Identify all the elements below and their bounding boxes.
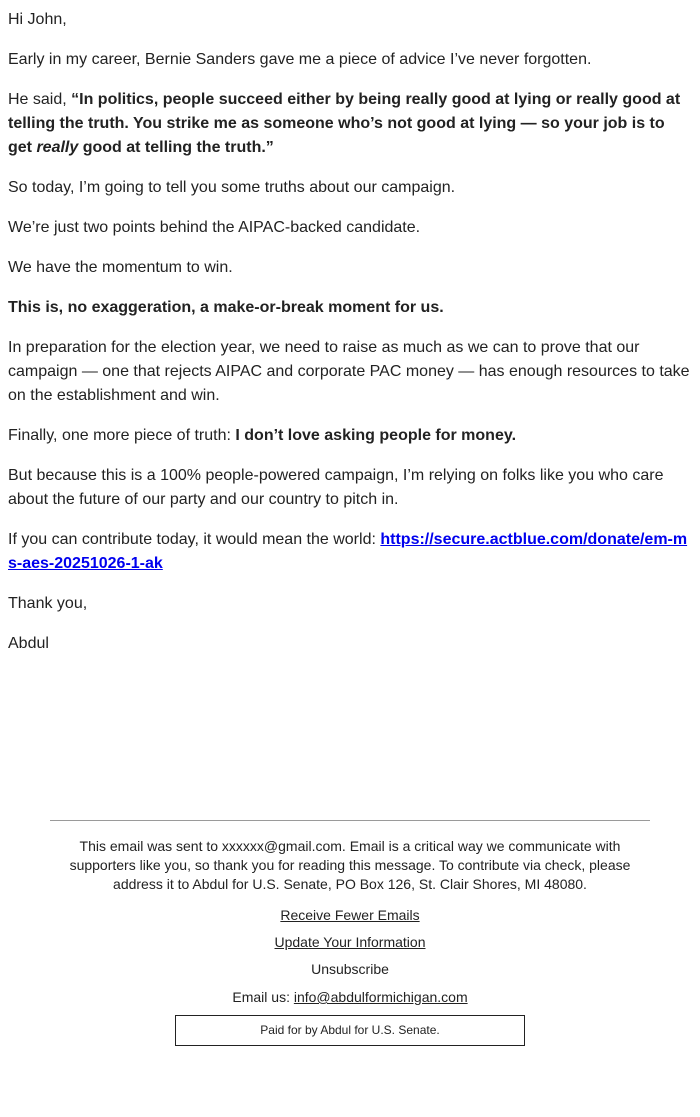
signoff: Thank you, xyxy=(8,595,88,612)
quote-part-a: “In politics, people succeed either by being really good at lying or really good at telling the truth. You strike me as someone who’s not good at lying — so your job is to get xyxy=(8,91,681,156)
spacer xyxy=(0,656,700,820)
greeting: Hi John, xyxy=(8,11,67,28)
signature: Abdul xyxy=(8,635,49,652)
paragraph-poll: We’re just two points behind the AIPAC-backed candidate. xyxy=(8,219,421,236)
email-us-label: Email us: xyxy=(232,989,294,1005)
paragraph-moment xyxy=(8,296,692,320)
quote-part-b: good at telling the truth.” xyxy=(78,139,274,156)
quote-text xyxy=(8,91,680,156)
moment-bold: This is, no exaggeration, a make-or-break moment for us. xyxy=(8,299,444,316)
quote-lead: He said, xyxy=(8,91,72,108)
contribute-lead: If you can contribute today, it would mean the world: xyxy=(8,531,381,548)
paragraph-people-powered: But because this is a 100% people-powered campaign, I’m relying on folks like you who care about the future of our party and our country to pitch in. xyxy=(8,467,664,508)
paragraph-advice: Early in my career, Bernie Sanders gave me a piece of advice I’ve never forgotten. xyxy=(8,51,592,68)
money-bold: I don’t love asking people for money. xyxy=(235,427,517,444)
paragraph-preparation: In preparation for the election year, we need to raise as much as we can to prove that our campaign — one that rejects AIPAC and corporate PAC money — has enough resources to take on the establishment and win. xyxy=(8,339,690,404)
receive-fewer-emails-link[interactable]: Receive Fewer Emails xyxy=(280,907,420,923)
paragraph-truths: So today, I’m going to tell you some truths about our campaign. xyxy=(8,179,456,196)
paid-for-disclaimer: Paid for by Abdul for U.S. Senate. xyxy=(175,1015,525,1046)
contact-email-link[interactable]: info@abdulformichigan.com xyxy=(293,989,468,1005)
paragraph-contribute xyxy=(8,528,692,576)
paragraph-momentum: We have the momentum to win. xyxy=(8,259,233,276)
unsubscribe-text[interactable]: Unsubscribe xyxy=(311,961,389,977)
paragraph-quote xyxy=(8,88,692,160)
donate-link[interactable]: https://secure.actblue.com/donate/em-ms-aes-20251026-1-ak xyxy=(8,531,688,572)
update-information-link[interactable]: Update Your Information xyxy=(274,934,426,950)
money-lead: Finally, one more piece of truth: xyxy=(8,427,236,444)
footer-notice: This email was sent to xxxxxx@gmail.com. Email is a critical way we communicate with supporters like you, so thank you for reading this message. To contribute via check, please address it to Abdul for U.S. Senate, PO Box 126, St. Clair Shores, MI 48080. xyxy=(69,838,631,892)
email-us-line xyxy=(50,988,650,1007)
quote-emphasis: really xyxy=(36,139,79,156)
paragraph-money xyxy=(8,424,692,448)
email-footer xyxy=(50,820,650,1046)
